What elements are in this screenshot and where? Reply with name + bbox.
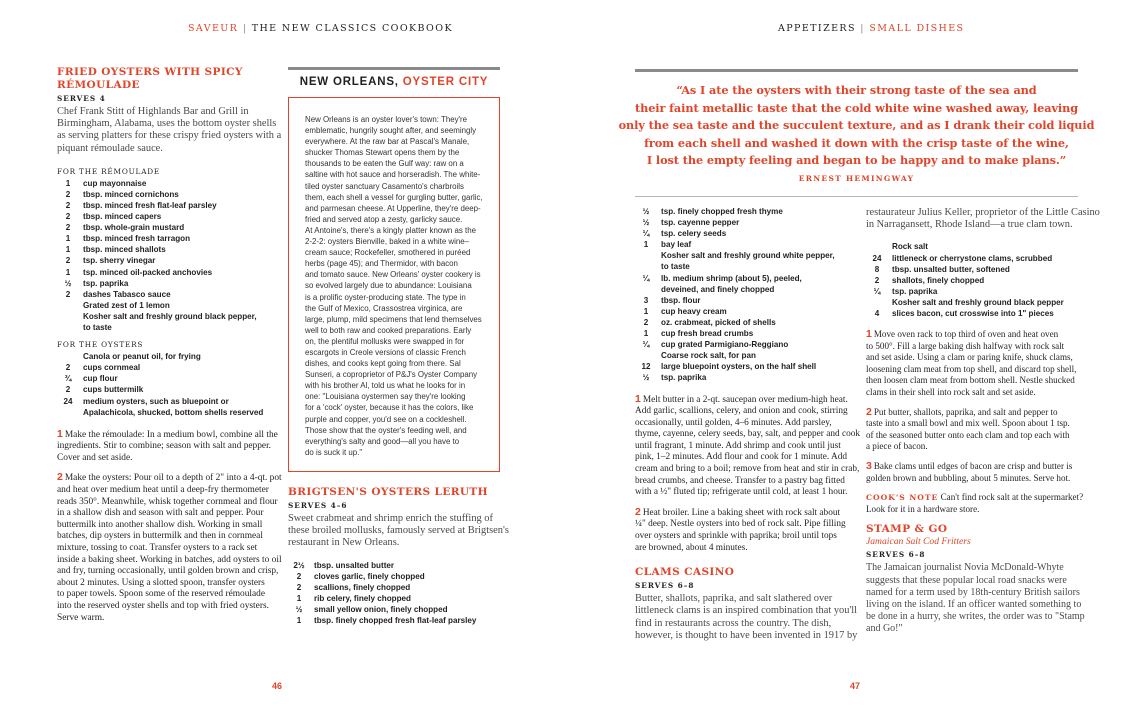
- ingredient-text: cups buttermilk: [83, 385, 144, 395]
- ingredient-item: [635, 239, 853, 250]
- ingredient-text: tbsp. unsalted butter, softened: [892, 264, 1010, 274]
- sidebar-title: NEW ORLEANS, OYSTER CITY: [299, 76, 489, 88]
- ingredient-item: [57, 278, 273, 289]
- ingredient-item: [866, 241, 1084, 252]
- ingredient-text: tsp. celery seeds: [661, 229, 727, 239]
- recipe-brigtsens-continued: [635, 206, 861, 642]
- ingredient-item: [866, 286, 1084, 297]
- ingredient-item: [57, 311, 273, 333]
- recipe-intro: Chef Frank Stitt of Highlands Bar and Grill in Birmingham, Alabama, uses the bottom oyster shells as serving platters for these crispy fried oysters with a piquant rémoulade sauce.: [57, 106, 282, 154]
- ingredient-item: [635, 217, 853, 228]
- ingredient-quantity: 2: [65, 385, 71, 395]
- ingredient-text: tsp. paprika: [661, 373, 707, 383]
- ingredient-item: [57, 200, 273, 211]
- ingredient-item: [288, 560, 502, 571]
- ingredient-quantity: 2: [296, 571, 302, 581]
- ingredient-text: tsp. paprika: [83, 278, 129, 288]
- ingredient-item: [57, 211, 273, 222]
- recipe-subtitle: Jamaican Salt Cod Fritters: [866, 536, 971, 548]
- ingredient-quantity: 1: [296, 593, 302, 603]
- ingredient-item: [57, 300, 273, 311]
- sidebar-rule: [288, 67, 500, 70]
- ingredient-text: lb. medium shrimp (about 5), peeled, deveined, and finely chopped: [661, 273, 802, 294]
- method-step: 2 Make the oysters: Pour oil to a depth of 2" into a 4-qt. pot and heat over medium heat until a deep-fry thermometer reads 350°. Meanwhile, whisk together cornmeal and flour in a shallow dish and season with salt and pepper. Pour buttermilk into another shallow dish. Working in small batches, dip oysters in buttermilk and then in cornmeal mixture, tossing to coat. Transfer oysters to a rack set inside a baking sheet. Working in batches, add oysters to oil and fry, turning occasionally, until golden brown and crisp, about 2 minutes. Using a slotted spoon, transfer oysters to paper towels. Spoon some of the reserved rémoulade into the reserved oyster shells and top with fried oysters. Serve warm.: [57, 471, 282, 623]
- method-step: 2 Put butter, shallots, paprika, and salt and pepper to taste into a small bowl and mix well. Spoon about 1 tsp. of the seasoned butter onto each clam and top each with a piece of bacon.: [866, 405, 1070, 452]
- ingredient-text: Kosher salt and freshly ground black pepper, to taste: [83, 311, 257, 333]
- right-running-header: [778, 23, 964, 34]
- ingredient-list: [866, 241, 1084, 319]
- method-step: 2 Heat broiler. Line a baking sheet with rock salt about ¼" deep. Nestle oysters into bed of rock salt. Pipe filling over oysters and sprinkle with paprika; broil until tops are browned, about 4 minutes.: [635, 505, 846, 553]
- method-step: 1 Make the rémoulade: In a medium bowl, combine all the ingredients. Stir to combine; season with salt and pepper. Cover and set aside.: [57, 427, 278, 463]
- ingredient-text: cup fresh bread crumbs: [661, 329, 754, 339]
- ingredient-text: tsp. cayenne pepper: [661, 218, 740, 228]
- ingredient-text: cup mayonnaise: [83, 178, 147, 188]
- ingredient-text: bay leaf: [661, 240, 692, 250]
- ingredient-item: [866, 308, 1084, 319]
- ingredient-text: Kosher salt and freshly ground white pepper, to taste: [661, 251, 835, 272]
- ingredient-quantity: 2: [874, 275, 880, 285]
- ingredient-quantity: 2½: [293, 560, 305, 570]
- ingredient-item: [288, 593, 502, 604]
- ingredient-quantity: 4: [874, 308, 880, 318]
- ingredient-quantity: 2: [65, 363, 71, 373]
- ingredient-quantity: 2: [65, 189, 71, 199]
- cooks-note: COOK'S NOTE Can't find rock salt at the supermarket? Look for it in a hardware store.: [866, 492, 1084, 514]
- quote-rule: [635, 69, 1078, 72]
- ingredient-quantity: ½: [64, 278, 72, 288]
- recipe-clams-continued: [866, 207, 1100, 636]
- ingredient-text: tbsp. minced cornichons: [83, 189, 179, 199]
- ingredient-quantity: 1: [65, 234, 71, 244]
- ingredient-quantity: 2: [643, 317, 649, 327]
- ingredient-quantity: ¼: [642, 340, 650, 350]
- method-step: 3 Bake clams until edges of bacon are crisp and butter is golden brown and bubbling, about 5 minutes. Serve hot.: [866, 460, 1073, 483]
- ingredient-quantity: 2: [65, 256, 71, 266]
- ingredient-quantity: 2: [65, 212, 71, 222]
- header-subsection: SMALL DISHES: [869, 23, 965, 34]
- ingredient-quantity: 1: [643, 306, 649, 316]
- ingredient-text: cloves garlic, finely chopped: [314, 571, 425, 581]
- ingredient-text: tbsp. minced shallots: [83, 245, 166, 255]
- ingredient-quantity: 8: [874, 264, 880, 274]
- ingredient-text: large bluepoint oysters, on the half shell: [661, 362, 817, 372]
- ingredient-quantity: [866, 297, 892, 308]
- ingredient-item: [635, 372, 853, 383]
- ingredient-item: [57, 396, 273, 418]
- ingredient-item: [635, 250, 853, 272]
- sidebar-body: New Orleans is an oyster lover's town: They're emblematic, hungrily sought after, and seemingly everywhere. At the raw bar at Pascal's Manale, shucker Thomas Stewart opens them by the thousands to be eaten the Gulf way: raw on a saltine with hot sauce and horseradish. The white- tiled oyster sanctuary Casamento's charbroils them, each shell a vessel for gurgling butter, garlic, and parmesan cheese. At Upperline, they're deep- fried and served atop a zesty, garlicky sauce. At Antoine's, there's a kingly platter known as the 2-2-2: oysters Bienville, baked in a white wine– cream sauce; Rockefeller, smothered in puréed herbs (page 45); and Thermidor, with bacon and tomato sauce. New Orleans' oyster cookery is so evolved largely due to abundance: Louisiana is a prolific oyster-producing state. The type in the Gulf of Mexico, Crassostrea virginica, are large, plump, mild specimens that lend themselves well to both raw and cooked preparations. Early on, the plentiful mollusks were swapped in for escargots in Creole versions of classic French dishes, and cooks kept going from there. Sal Sunseri, a coproprietor of P&J's Oyster Company with his brother Al, told us what he looks for in one: "Louisiana oystermen say they're looking for a 'cock' oyster, because it has the colors, like purple and copper, you'd see on a cockleshell. Those show that the oyster's feeding well, and everything's salty and good—all you have to do is suck it up.": [305, 115, 483, 457]
- ingredient-quantity: 1: [65, 245, 71, 255]
- ingredient-item: [288, 615, 502, 626]
- recipe-intro: Butter, shallots, paprika, and salt slathered over littleneck clams is an inspired combination that you'll find in restaurants across the country. The dish, however, is thought to have been invented in 1917 by: [635, 593, 858, 641]
- method-step: 1 Melt butter in a 2-qt. saucepan over medium-high heat. Add garlic, scallions, celery, and onion and cook, stirring occasionally, until golden, 4–6 minutes. Add parsley, thyme, cayenne, celery seeds, bay, salt, and pepper and cook until fragrant, 1 minute. Add shrimp and cook until just pink, 1–2 minutes. Add flour and cook for 1 minute. Add cream and bring to a boil; remove from heat and stir in crab, bread crumbs, and cheese. Transfer to a pastry bag fitted with a ½" fluted tip; refrigerate until cold, at least 1 hour.: [635, 392, 861, 498]
- ingredient-item: [57, 189, 273, 200]
- ingredient-item: [635, 361, 853, 372]
- pull-quote: “As I ate the oysters with their strong taste of the sea and their faint metallic taste that the cold white wine washed away, leaving only the sea taste and the succulent texture, and as I drank their cold liquid from each shell and washed it down with the crisp taste of the wine, I lost the empty feeling and began to be happy and to make plans.”: [618, 83, 1095, 168]
- ingredient-item: [288, 604, 502, 615]
- ingredient-item: [57, 233, 273, 244]
- quote-divider: [635, 196, 1078, 197]
- ingredient-text: cup grated Parmigiano-Reggiano: [661, 340, 789, 350]
- recipe-brigtsens: [288, 486, 509, 626]
- ingredient-item: [635, 306, 853, 317]
- ingredient-text: Canola or peanut oil, for frying: [83, 352, 201, 362]
- recipe-serves: SERVES 6–8: [635, 581, 695, 591]
- ingredient-text: tsp. sherry vinegar: [83, 256, 156, 266]
- recipe-title: CLAMS CASINO: [635, 566, 735, 579]
- ingredient-quantity: ¼: [642, 229, 650, 239]
- ingredient-quantity: 1: [643, 329, 649, 339]
- subhead-remoulade: FOR THE RÉMOULADE: [57, 166, 161, 176]
- ingredient-quantity: ½: [642, 207, 650, 216]
- left-running-header: [188, 23, 453, 34]
- ingredient-text: tbsp. minced capers: [83, 212, 162, 222]
- ingredient-quantity: ½: [295, 604, 303, 614]
- ingredient-quantity: ¼: [873, 286, 881, 296]
- ingredient-text: tbsp. unsalted butter: [314, 560, 395, 570]
- method-step: 1 Move oven rack to top third of oven and heat oven to 500°. Fill a large baking dish halfway with rock salt and set aside. Using a clam or paring knife, shuck clams, loosening clam meat from top shell, and discard top shell, then loosen clam meat from bottom shell. Nestle shucked clams in their shell into rock salt and set aside.: [866, 328, 1077, 398]
- ingredient-quantity: 24: [872, 253, 882, 263]
- ingredient-quantity: [57, 311, 83, 333]
- ingredient-quantity: [866, 241, 892, 252]
- ingredient-item: [635, 317, 853, 328]
- recipe-serves: SERVES 4: [57, 94, 106, 103]
- ingredient-quantity: [57, 300, 83, 311]
- ingredient-item: [866, 264, 1084, 275]
- recipe-title: BRIGTSEN'S OYSTERS LERUTH: [288, 486, 488, 498]
- ingredient-text: tbsp. minced fresh tarragon: [83, 234, 191, 244]
- sidebar-box: [288, 97, 500, 472]
- ingredient-item: [635, 350, 853, 361]
- header-brand: SAVEUR: [188, 23, 239, 34]
- ingredient-item: [57, 255, 273, 266]
- ingredient-quantity: 1: [65, 267, 71, 277]
- ingredient-item: [288, 571, 502, 582]
- ingredient-quantity: ½: [642, 218, 650, 228]
- ingredient-text: rib celery, finely chopped: [314, 593, 412, 603]
- ingredient-item: [866, 297, 1084, 308]
- ingredient-text: medium oysters, such as bluepoint or Apalachicola, shucked, bottom shells reserved: [83, 396, 264, 417]
- recipe-title: STAMP & GO: [866, 523, 948, 536]
- ingredient-item: [288, 582, 502, 593]
- ingredient-text: Coarse rock salt, for pan: [661, 351, 756, 361]
- ingredient-quantity: [57, 351, 83, 362]
- ingredient-item: [635, 273, 853, 295]
- recipe-fried-oysters: [57, 66, 282, 632]
- ingredient-item: [635, 328, 853, 339]
- ingredient-text: littleneck or cherrystone clams, scrubbed: [892, 253, 1053, 263]
- ingredient-text: Grated zest of 1 lemon: [83, 300, 170, 310]
- ingredient-text: shallots, finely chopped: [892, 275, 985, 285]
- ingredient-quantity: 2: [296, 582, 302, 592]
- ingredient-text: oz. crabmeat, picked of shells: [661, 317, 776, 327]
- ingredient-quantity: 2: [65, 289, 71, 299]
- ingredient-list: [57, 178, 273, 333]
- ingredient-item: [866, 275, 1084, 286]
- ingredient-text: slices bacon, cut crosswise into 1" pieces: [892, 308, 1054, 318]
- ingredient-text: cups cornmeal: [83, 363, 141, 373]
- ingredient-item: [57, 384, 273, 395]
- quote-author: ERNEST HEMINGWAY: [798, 174, 915, 183]
- recipe-title: FRIED OYSTERS WITH SPICY RÉMOULADE: [57, 66, 243, 91]
- ingredient-text: Rock salt: [892, 242, 928, 252]
- ingredient-item: [57, 178, 273, 189]
- ingredient-quantity: 2: [65, 223, 71, 233]
- ingredient-text: tbsp. flour: [661, 295, 701, 305]
- ingredient-item: [866, 253, 1084, 264]
- ingredient-text: tsp. finely chopped fresh thyme: [661, 207, 783, 216]
- ingredient-quantity: 1: [643, 240, 649, 250]
- ingredient-quantity: 2: [65, 201, 71, 210]
- ingredient-item: [635, 228, 853, 239]
- header-separator: |: [242, 23, 248, 34]
- ingredient-quantity: ¾: [64, 374, 72, 384]
- recipe-serves: SERVES 4–6: [288, 501, 348, 510]
- ingredient-text: tbsp. minced fresh flat-leaf parsley: [83, 201, 217, 210]
- ingredient-list: [635, 206, 853, 384]
- ingredient-text: cup heavy cream: [661, 306, 727, 316]
- header-separator: |: [860, 23, 865, 34]
- ingredient-quantity: 3: [643, 295, 649, 305]
- ingredient-item: [57, 244, 273, 255]
- ingredient-item: [57, 222, 273, 233]
- ingredient-quantity: 24: [63, 396, 73, 406]
- ingredient-text: small yellow onion, finely chopped: [314, 604, 448, 614]
- recipe-intro: The Jamaican journalist Novia McDonald-Whyte suggests that these popular local road snacks were named for a term used by 18th-century British sailors living on the island. If an officer wanted something to be done in a hurry, she writes, the order was to "Stamp and Go!": [866, 562, 1085, 635]
- ingredient-text: cup flour: [83, 374, 118, 384]
- subhead-oysters: FOR THE OYSTERS: [57, 340, 144, 350]
- ingredient-item: [57, 373, 273, 384]
- ingredient-item: [57, 267, 273, 278]
- ingredient-text: dashes Tabasco sauce: [83, 289, 171, 299]
- ingredient-item: [635, 295, 853, 306]
- ingredient-item: [57, 351, 273, 362]
- ingredient-text: tbsp. finely chopped fresh flat-leaf parsley: [314, 616, 477, 626]
- header-section: APPETIZERS: [778, 23, 856, 34]
- ingredient-list: [288, 560, 502, 627]
- page-number-left: 46: [272, 681, 283, 691]
- page-number-right: 47: [850, 681, 861, 691]
- ingredient-text: tbsp. whole-grain mustard: [83, 223, 185, 233]
- ingredient-text: Kosher salt and freshly ground black pepper: [892, 297, 1064, 307]
- ingredient-text: scallions, finely chopped: [314, 582, 411, 592]
- ingredient-quantity: ½: [642, 373, 650, 383]
- recipe-serves: SERVES 6–8: [866, 550, 926, 560]
- recipe-intro-continued: restaurateur Julius Keller, proprietor of the Little Casino in Narragansett, Rhode Island—a true clam town.: [866, 207, 1100, 231]
- ingredient-text: tsp. paprika: [892, 286, 938, 296]
- ingredient-item: [57, 289, 273, 300]
- ingredient-list: [57, 351, 273, 418]
- ingredient-quantity: ¼: [642, 273, 650, 283]
- ingredient-quantity: 12: [641, 362, 651, 372]
- ingredient-quantity: [635, 250, 661, 272]
- recipe-intro: Sweet crabmeat and shrimp enrich the stuffing of these broiled mollusks, famously served at Brigtsen's restaurant in New Orleans.: [288, 513, 509, 549]
- header-book-title: THE NEW CLASSICS COOKBOOK: [251, 23, 453, 34]
- ingredient-text: tsp. minced oil-packed anchovies: [83, 267, 213, 277]
- ingredient-quantity: 1: [65, 178, 71, 188]
- ingredient-item: [57, 362, 273, 373]
- ingredient-quantity: [635, 350, 661, 361]
- ingredient-item: [635, 339, 853, 350]
- ingredient-item: [635, 206, 853, 217]
- ingredient-quantity: 1: [296, 616, 302, 626]
